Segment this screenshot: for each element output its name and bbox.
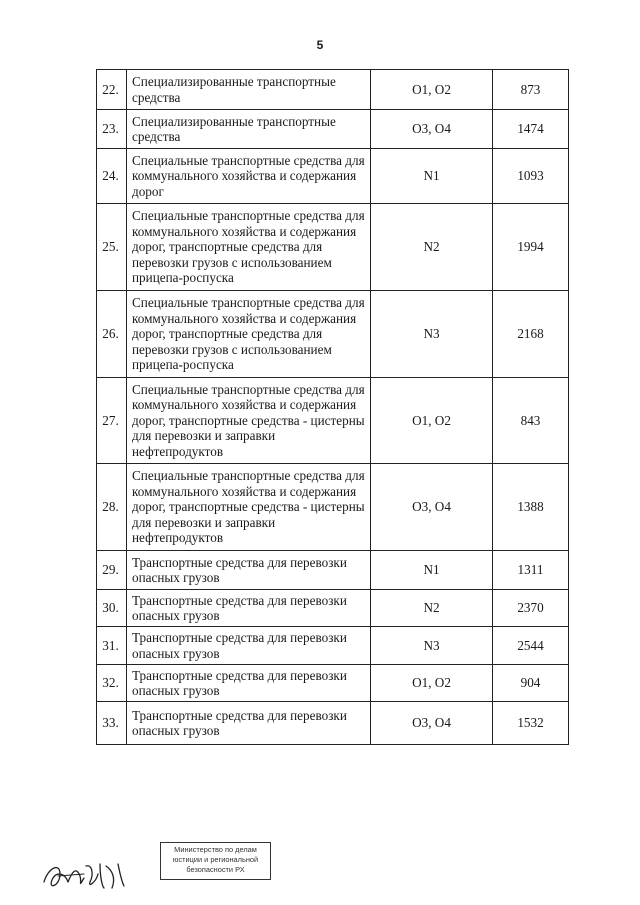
value-cell: 1994 — [493, 204, 569, 291]
vehicle-type: Транспортные средства для перевозки опасных грузов — [127, 702, 371, 745]
vehicle-type: Транспортные средства для перевозки опасных грузов — [127, 551, 371, 590]
vehicle-category: O1, O2 — [371, 378, 493, 464]
vehicle-type: Специализированные транспортные средства — [127, 70, 371, 110]
value-cell: 843 — [493, 378, 569, 464]
stamp-line: юстиции и региональной — [172, 855, 259, 864]
row-number: 32. — [97, 665, 127, 702]
vehicle-category: O3, O4 — [371, 702, 493, 745]
table-row — [97, 110, 569, 149]
vehicle-type: Транспортные средства для перевозки опасных грузов — [127, 590, 371, 627]
vehicle-category: N2 — [371, 590, 493, 627]
vehicle-type: Специальные транспортные средства для коммунального хозяйства и содержания дорог — [127, 149, 371, 204]
table-row — [97, 291, 569, 378]
vehicle-type: Специальные транспортные средства для коммунального хозяйства и содержания дорог, транспортные средства - цистерны для перевозки и заправки нефтепродуктов — [127, 464, 371, 551]
value-cell: 2370 — [493, 590, 569, 627]
table-row — [97, 464, 569, 551]
table-row — [97, 590, 569, 627]
vehicle-category: N2 — [371, 204, 493, 291]
vehicle-type: Специальные транспортные средства для коммунального хозяйства и содержания дорог, транспортные средства для перевозки грузов с использованием прицепа-роспуска — [127, 204, 371, 291]
vehicle-category: N1 — [371, 149, 493, 204]
row-number: 30. — [97, 590, 127, 627]
registration-stamp — [160, 842, 271, 880]
value-cell: 1532 — [493, 702, 569, 745]
table-row — [97, 149, 569, 204]
row-number: 27. — [97, 378, 127, 464]
vehicle-type: Специализированные транспортные средства — [127, 110, 371, 149]
row-number: 28. — [97, 464, 127, 551]
page-number: 5 — [316, 38, 324, 52]
row-number: 25. — [97, 204, 127, 291]
value-cell: 2168 — [493, 291, 569, 378]
row-number: 24. — [97, 149, 127, 204]
vehicle-category: O3, O4 — [371, 464, 493, 551]
value-cell: 1311 — [493, 551, 569, 590]
vehicle-category: O1, O2 — [371, 70, 493, 110]
vehicle-category: O3, O4 — [371, 110, 493, 149]
table-row — [97, 551, 569, 590]
row-number: 26. — [97, 291, 127, 378]
row-number: 33. — [97, 702, 127, 745]
value-cell: 1474 — [493, 110, 569, 149]
value-cell: 904 — [493, 665, 569, 702]
table-row — [97, 204, 569, 291]
value-cell: 1093 — [493, 149, 569, 204]
vehicle-type: Специальные транспортные средства для коммунального хозяйства и содержания дорог, транспортные средства - цистерны для перевозки и заправки нефтепродуктов — [127, 378, 371, 464]
table-row — [97, 702, 569, 745]
vehicle-type: Транспортные средства для перевозки опасных грузов — [127, 627, 371, 665]
table-row — [97, 70, 569, 110]
vehicle-category: N1 — [371, 551, 493, 590]
value-cell: 873 — [493, 70, 569, 110]
table-row — [97, 665, 569, 702]
row-number: 23. — [97, 110, 127, 149]
table-row — [97, 378, 569, 464]
stamp-line: безопасности РХ — [186, 865, 245, 874]
handwritten-signature — [38, 852, 138, 896]
vehicle-category: N3 — [371, 627, 493, 665]
row-number: 22. — [97, 70, 127, 110]
vehicle-category: N3 — [371, 291, 493, 378]
vehicle-category: O1, O2 — [371, 665, 493, 702]
value-cell: 1388 — [493, 464, 569, 551]
vehicle-table — [96, 69, 569, 745]
vehicle-type: Специальные транспортные средства для коммунального хозяйства и содержания дорог, транспортные средства для перевозки грузов с использованием прицепа-роспуска — [127, 291, 371, 378]
vehicle-type: Транспортные средства для перевозки опасных грузов — [127, 665, 371, 702]
table-row — [97, 627, 569, 665]
value-cell: 2544 — [493, 627, 569, 665]
row-number: 29. — [97, 551, 127, 590]
stamp-line: Министерство по делам — [174, 845, 257, 854]
row-number: 31. — [97, 627, 127, 665]
